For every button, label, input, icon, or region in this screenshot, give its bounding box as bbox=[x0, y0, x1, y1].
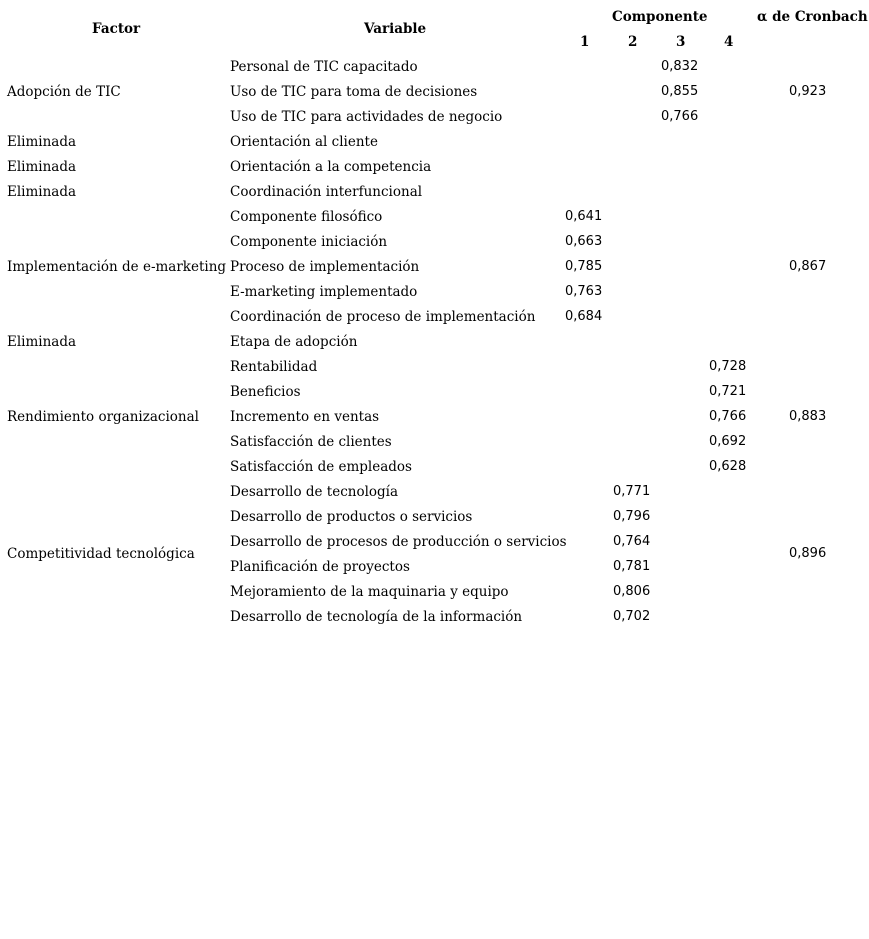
loading-c4: 0,692 bbox=[709, 434, 747, 449]
loading-c1: 0,763 bbox=[565, 284, 603, 299]
header-component-4: 4 bbox=[724, 34, 734, 50]
factor-label: Competitividad tecnológica bbox=[7, 546, 195, 562]
variable-label: Componente filosófico bbox=[230, 209, 383, 225]
variable-label: Planificación de proyectos bbox=[230, 559, 410, 575]
loading-c4: 0,766 bbox=[709, 409, 747, 424]
variable-label: Etapa de adopción bbox=[230, 334, 358, 350]
variable-label: E-marketing implementado bbox=[230, 284, 418, 300]
loading-c4: 0,628 bbox=[709, 459, 747, 474]
loading-c2: 0,771 bbox=[613, 484, 651, 499]
variable-label: Personal de TIC capacitado bbox=[230, 59, 418, 75]
header-component-2: 2 bbox=[628, 34, 638, 50]
variable-label: Orientación al cliente bbox=[230, 134, 378, 150]
loading-c4: 0,721 bbox=[709, 384, 747, 399]
header-componente: Componente bbox=[612, 9, 708, 25]
loading-c4: 0,728 bbox=[709, 359, 747, 374]
variable-label: Coordinación de proceso de implementación bbox=[230, 309, 536, 325]
loading-c3: 0,766 bbox=[661, 109, 699, 124]
variable-label: Satisfacción de clientes bbox=[230, 434, 392, 450]
loading-c1: 0,684 bbox=[565, 309, 603, 324]
variable-label: Orientación a la competencia bbox=[230, 159, 432, 175]
variable-label: Desarrollo de procesos de producción o servicios bbox=[230, 534, 567, 550]
alpha-value: 0,896 bbox=[789, 546, 827, 561]
header-component-1: 1 bbox=[580, 34, 590, 50]
variable-label: Mejoramiento de la maquinaria y equipo bbox=[230, 584, 509, 600]
factor-label: Eliminada bbox=[7, 134, 77, 150]
alpha-value: 0,923 bbox=[789, 84, 827, 99]
loading-c2: 0,702 bbox=[613, 609, 651, 624]
variable-label: Beneficios bbox=[230, 384, 301, 400]
loading-c2: 0,781 bbox=[613, 559, 651, 574]
variable-label: Uso de TIC para toma de decisiones bbox=[230, 84, 478, 100]
variable-label: Coordinación interfuncional bbox=[230, 184, 423, 200]
factor-label: Eliminada bbox=[7, 334, 77, 350]
loading-c2: 0,796 bbox=[613, 509, 651, 524]
alpha-value: 0,867 bbox=[789, 259, 827, 274]
loading-c1: 0,663 bbox=[565, 234, 603, 249]
header-component-3: 3 bbox=[676, 34, 686, 50]
header-variable: Variable bbox=[364, 21, 427, 37]
alpha-value: 0,883 bbox=[789, 409, 827, 424]
variable-label: Uso de TIC para actividades de negocio bbox=[230, 109, 503, 125]
variable-label: Componente iniciación bbox=[230, 234, 388, 250]
loading-c2: 0,764 bbox=[613, 534, 651, 549]
loading-c3: 0,832 bbox=[661, 59, 699, 74]
factor-label: Eliminada bbox=[7, 184, 77, 200]
loading-c2: 0,806 bbox=[613, 584, 651, 599]
factor-label: Adopción de TIC bbox=[7, 84, 121, 100]
factor-label: Implementación de e-marketing bbox=[7, 259, 227, 275]
variable-label: Incremento en ventas bbox=[230, 409, 380, 425]
variable-label: Desarrollo de tecnología bbox=[230, 484, 399, 500]
variable-label: Proceso de implementación bbox=[230, 259, 420, 275]
variable-label: Desarrollo de tecnología de la información bbox=[230, 609, 523, 625]
variable-label: Satisfacción de empleados bbox=[230, 459, 412, 475]
loading-c1: 0,641 bbox=[565, 209, 603, 224]
header-alpha: α de Cronbach bbox=[757, 9, 868, 25]
loading-c1: 0,785 bbox=[565, 259, 603, 274]
factor-label: Eliminada bbox=[7, 159, 77, 175]
header-factor: Factor bbox=[92, 21, 141, 37]
factor-label: Rendimiento organizacional bbox=[7, 409, 199, 425]
variable-label: Desarrollo de productos o servicios bbox=[230, 509, 473, 525]
loading-c3: 0,855 bbox=[661, 84, 699, 99]
variable-label: Rentabilidad bbox=[230, 359, 318, 375]
